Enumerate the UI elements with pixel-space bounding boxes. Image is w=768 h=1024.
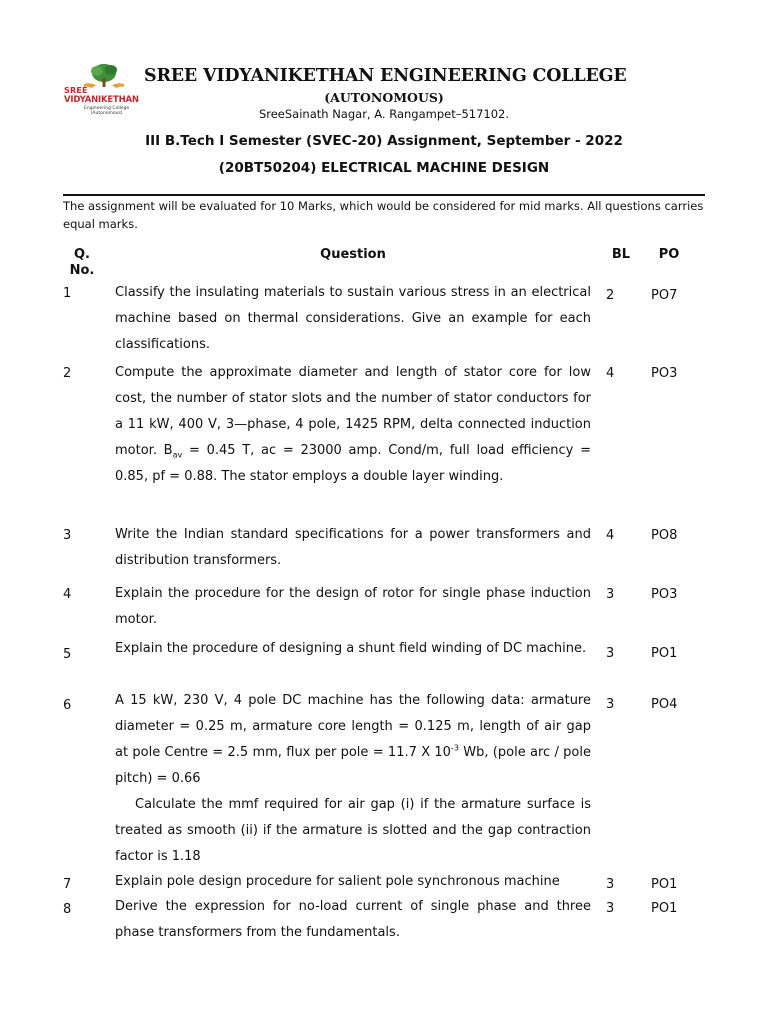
question-po: PO7 (651, 288, 678, 303)
question-number: 5 (63, 647, 72, 662)
logo-text-sree: SREE (64, 86, 88, 95)
question-number: 6 (63, 698, 72, 713)
header-bl: BL (611, 247, 631, 262)
question-text: Explain the procedure for the design of rotor for single phase induction motor. (115, 586, 591, 627)
question-number: 4 (63, 587, 72, 602)
question-text: Derive the expression for no-load current of single phase and three phase transformers from the fundamentals. (115, 899, 591, 940)
question-number: 2 (63, 366, 72, 381)
header-po: PO (658, 247, 680, 262)
question-bl: 3 (606, 587, 615, 602)
header-q-no: Q. No. (69, 247, 95, 278)
question-text: A 15 kW, 230 V, 4 pole DC machine has the following data: armature diameter = 0.25 m, armature core length = 0.125 m, length of air gap at pole Centre = 2.5 mm, flux per pole = 11.7 X $10^{-3}$ Wb, (pole arc / pole pitch) = 0.66 Calculate the mmf required for air gap (i) if the armature surface is treated as smooth (ii) if the armature is slotted and the gap contraction factor is 1.18 (115, 693, 591, 864)
question-number: 8 (63, 902, 72, 917)
question-bl: 3 (606, 697, 615, 712)
question-bl: 3 (606, 901, 615, 916)
question-bl: 2 (606, 288, 615, 303)
logo-subtext: Engineering College (Autonomous) (84, 106, 130, 116)
question-po: PO1 (651, 646, 678, 661)
question-number: 3 (63, 528, 72, 543)
course-title: (20BT50204) ELECTRICAL MACHINE DESIGN (218, 160, 550, 176)
question-text: Explain the procedure of designing a shunt field winding of DC machine. (115, 641, 587, 656)
question-po: PO1 (651, 877, 678, 892)
question-text: Explain pole design procedure for salient pole synchronous machine (115, 874, 560, 889)
question-text: Classify the insulating materials to sustain various stress in an electrical machine based on thermal considerations. Give an example for each classifications. (115, 285, 591, 352)
question-bl: 4 (606, 528, 615, 543)
autonomous-label: (AUTONOMOUS) (324, 90, 444, 105)
question-text: Compute the approximate diameter and length of stator core for low cost, the number of stator slots and the number of stator conductors for a 11 kW, 400 V, 3—phase, 4 pole, 1425 RPM, delta connected induction motor. $B_{av} = 0.45$ T, ac = 23000 amp. Cond/m, full load efficiency = 0.85, pf = 0.88. The stator employs a double layer winding. (115, 365, 591, 484)
header-question: Question (320, 247, 386, 262)
question-number: 7 (63, 877, 72, 892)
question-bl: 3 (606, 646, 615, 661)
question-number: 1 (63, 286, 72, 301)
header-divider (63, 194, 705, 196)
question-po: PO3 (651, 587, 678, 602)
college-name: SREE VIDYANIKETHAN ENGINEERING COLLEGE (144, 66, 627, 86)
question-po: PO8 (651, 528, 678, 543)
semester-line: III B.Tech I Semester (SVEC-20) Assignment, September - 2022 (145, 133, 623, 149)
question-text: Write the Indian standard specifications for a power transformers and distribution transformers. (115, 527, 591, 568)
college-address: SreeSainath Nagar, A. Rangampet–517102. (258, 107, 510, 121)
assignment-instructions: The assignment will be evaluated for 10 Marks, which would be considered for mid marks. All questions carries equal marks. (63, 199, 704, 231)
question-bl: 4 (606, 366, 615, 381)
question-po: PO3 (651, 366, 678, 381)
question-po: PO4 (651, 697, 678, 712)
logo-text-vidyanikethan: VIDYANIKETHAN (64, 95, 139, 105)
question-bl: 3 (606, 877, 615, 892)
question-po: PO1 (651, 901, 678, 916)
